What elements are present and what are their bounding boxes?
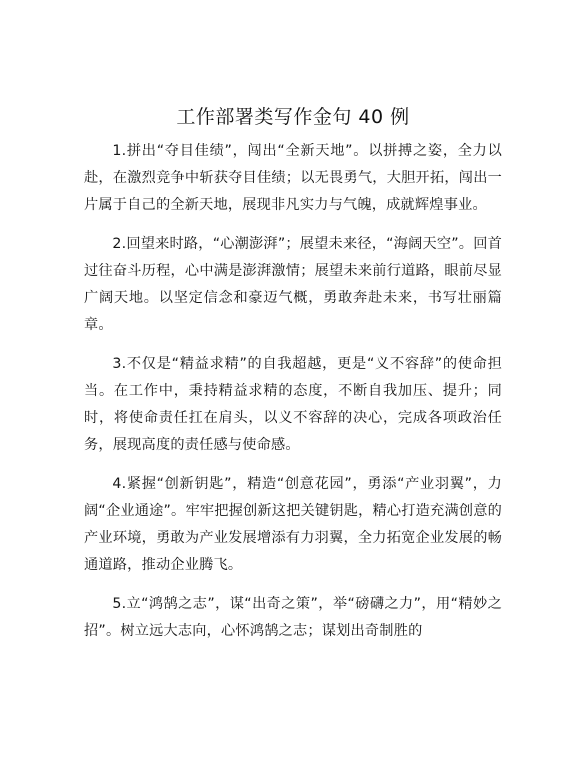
paragraph-1: 1.拼出“夺目佳绩”，闯出“全新天地”。以拼搏之姿，全力以赴，在激烈竞争中斩获夺目佳绩；以无畏勇气，大胆开拓，闯出一片属于自己的全新天地，展现非凡实力与气魄，成就辉煌事业。 (84, 143, 502, 213)
paragraph-2: 2.回望来时路，“心潮澎湃”；展望未来径，“海阔天空”。回首过往奋斗历程，心中满是澎湃激情；展望未来前行道路，眼前尽显广阔天地。以坚定信念和豪迈气概，勇敢奔赴未来，书写壮丽篇章。 (84, 236, 502, 333)
paragraph-4: 4.紧握“创新钥匙”，精造“创意花园”，勇添“产业羽翼”，力阔“企业通途”。牢牢把握创新这把关键钥匙，精心打造充满创意的产业环境，勇敢为产业发展增添有力羽翼，全力拓宽企业发展的畅通道路，推动企业腾飞。 (84, 476, 502, 573)
document-body (84, 138, 502, 657)
paragraph-3: 3.不仅是“精益求精”的自我超越，更是“义不容辞”的使命担当。在工作中，秉持精益求精的态度，不断自我加压、提升；同时，将使命责任扛在肩头，以义不容辞的决心，完成各项政治任务，展现高度的责任感与使命感。 (84, 356, 502, 453)
page-title: 工作部署类写作金句 40 例 (176, 106, 410, 128)
paragraph-5: 5.立“鸿鹄之志”，谋“出奇之策”，举“磅礴之力”，用“精妙之招”。树立远大志向，心怀鸿鹄之志；谋划出奇制胜的 (84, 596, 502, 639)
